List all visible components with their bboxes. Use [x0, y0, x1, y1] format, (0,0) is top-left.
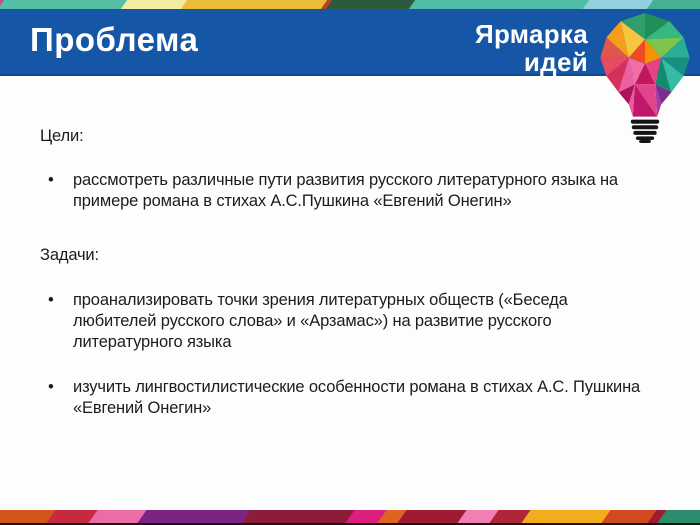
brand-logo-line1: Ярмарка — [474, 19, 588, 49]
color-segment — [181, 0, 339, 9]
color-segment — [657, 510, 700, 523]
list-item — [40, 377, 655, 419]
section-heading-tasks: Задачи: — [40, 246, 99, 264]
bullet-marker: • — [48, 378, 54, 396]
bullet-text: проанализировать точки зрения литературных обществ («Беседа любителей русского слова» и «Арзамас») на развитие русского литературного языка — [73, 291, 568, 351]
list-item — [40, 290, 655, 353]
bullet-marker: • — [48, 291, 54, 309]
brand-logo-line2: идей — [523, 47, 588, 77]
list-item — [40, 170, 655, 212]
top-color-strip — [0, 0, 700, 9]
idea-lightbulb-logo-icon — [594, 11, 696, 143]
page-title: Проблема — [30, 21, 199, 58]
bullet-marker: • — [48, 171, 54, 189]
brand-logo-text — [475, 20, 588, 76]
color-segment — [409, 0, 601, 9]
color-segment — [0, 0, 139, 9]
bullet-text: рассмотреть различные пути развития русского литературного языка на примере романа в стихах А.С.Пушкина «Евгений Онегин» — [73, 171, 618, 210]
bottom-color-strip — [0, 510, 700, 523]
section-heading-goals: Цели: — [40, 127, 84, 145]
bullet-text: изучить лингвостилистические особенности романа в стихах А.С. Пушкина «Евгений Онегин» — [73, 378, 641, 417]
color-segment — [647, 0, 700, 9]
